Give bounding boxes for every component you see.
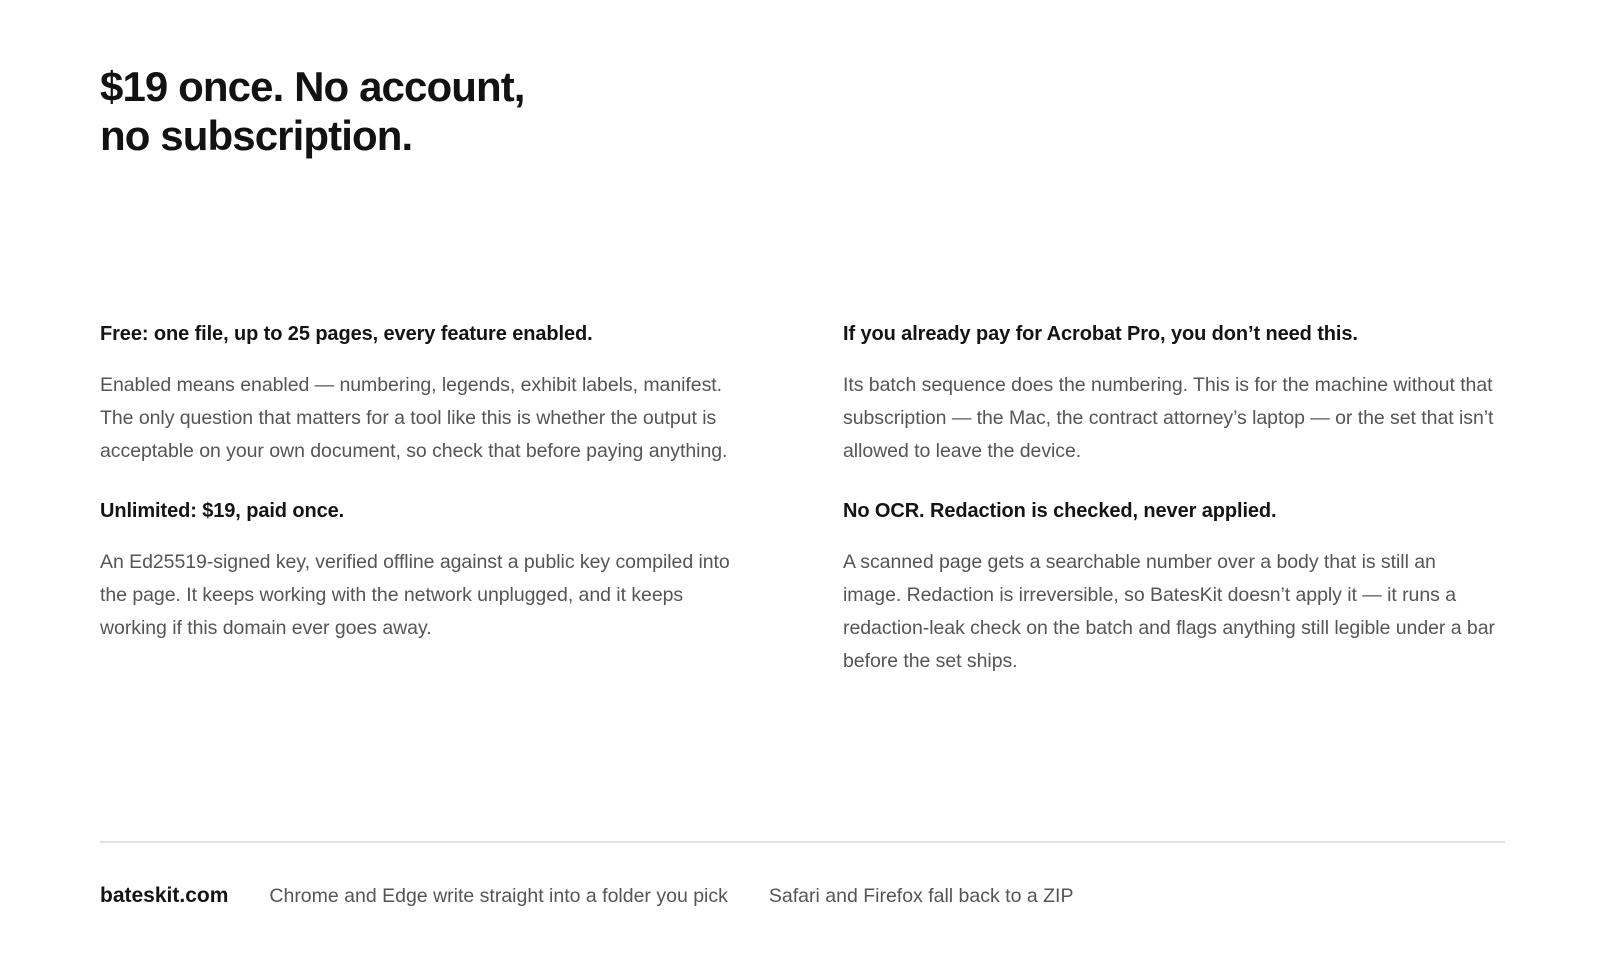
page-headline: [100, 62, 720, 160]
pricing-page: [100, 0, 1505, 957]
left-column: [100, 319, 755, 673]
headline-line-1: $19 once. No account,: [100, 63, 525, 110]
acrobat-note-block: [843, 319, 1498, 468]
acrobat-note-title: If you already pay for Acrobat Pro, you don’t need this.: [843, 323, 1358, 345]
free-tier-title: Free: one file, up to 25 pages, every feature enabled.: [100, 323, 593, 345]
acrobat-note-description: Its batch sequence does the numbering. This is for the machine without that subscription — the Mac, the contract attorney’s laptop — or the set that isn’t allowed to leave the device.: [843, 374, 1494, 462]
ocr-redaction-block: [843, 496, 1498, 678]
page-footer: [100, 874, 1114, 918]
unlimited-tier-title: Unlimited: $19, paid once.: [100, 500, 345, 522]
footer-divider: [100, 841, 1505, 843]
footer-brand-link[interactable]: bateskit.com: [100, 884, 229, 907]
unlimited-tier-description: An Ed25519-signed key, verified offline against a public key compiled into the page. It keeps working with the network unplugged, and it keeps working if this domain ever goes away.: [100, 551, 730, 639]
right-column: [843, 319, 1498, 706]
footer-note-chrome-edge: Chrome and Edge write straight into a folder you pick: [269, 884, 728, 907]
footer-note-safari-firefox: Safari and Firefox fall back to a ZIP: [768, 884, 1074, 907]
free-tier-description: Enabled means enabled — numbering, legends, exhibit labels, manifest. The only question that matters for a tool like this is whether the output is acceptable on your own document, so check that before paying anything.: [100, 374, 728, 462]
free-tier-block: [100, 319, 755, 468]
headline-line-2: no subscription.: [100, 112, 413, 159]
ocr-redaction-title: No OCR. Redaction is checked, never applied.: [843, 500, 1277, 522]
ocr-redaction-description: A scanned page gets a searchable number over a body that is still an image. Redaction is irreversible, so BatesKit doesn’t apply it — it runs a redaction-leak check on the batch and flags anything still legible under a bar before the set ships.: [843, 551, 1495, 672]
unlimited-tier-block: [100, 496, 755, 645]
